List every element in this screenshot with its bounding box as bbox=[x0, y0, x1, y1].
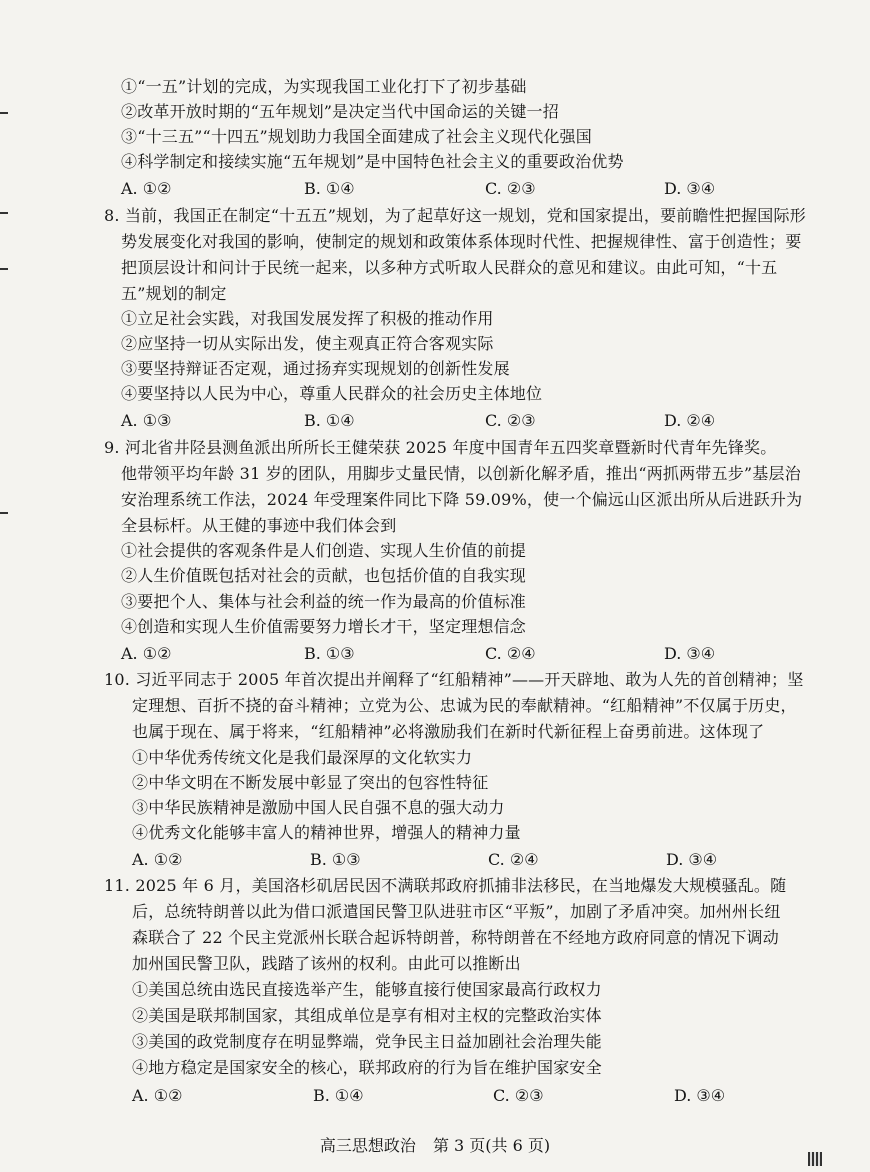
q7-statement: ①“一五”计划的完成，为实现我国工业化打下了初步基础 bbox=[121, 77, 527, 96]
q8-statement: ④要坚持以人民为中心，尊重人民群众的社会历史主体地位 bbox=[121, 384, 543, 403]
q8-stem-line: 把顶层设计和问计于民统一起来，以多种方式听取人民群众的意见和建议。由此可知，“十五 bbox=[121, 258, 778, 277]
q7-statement: ④科学制定和接续实施“五年规划”是中国特色社会主义的重要政治优势 bbox=[121, 152, 624, 171]
q8-option-b: B. ①④ bbox=[304, 411, 355, 430]
q11-statement: ④地方稳定是国家安全的核心，联邦政府的行为旨在维护国家安全 bbox=[132, 1058, 602, 1077]
q10-statement: ③中华民族精神是激励中国人民自强不息的强大动力 bbox=[132, 798, 505, 817]
q9-statement: ④创造和实现人生价值需要努力增长才干，坚定理想信念 bbox=[121, 617, 527, 636]
q10-option-c: C. ②④ bbox=[488, 850, 539, 869]
q7-option-a: A. ①② bbox=[121, 179, 172, 198]
q9-statement: ②人生价值既包括对社会的贡献，也包括价值的自我实现 bbox=[121, 566, 527, 585]
q9-option-a: A. ①② bbox=[121, 644, 172, 663]
q7-option-d: D. ③④ bbox=[664, 179, 716, 198]
margin-mark bbox=[0, 512, 8, 514]
q8-stem-line: 8. 当前，我国正在制定“十五五”规划，为了起草好这一规划，党和国家提出，要前瞻性把握国际形 bbox=[104, 206, 806, 225]
margin-mark bbox=[0, 112, 8, 114]
q7-statement: ③“十三五”“十四五”规划助力我国全面建成了社会主义现代化强国 bbox=[121, 127, 592, 146]
q10-option-b: B. ①③ bbox=[310, 850, 361, 869]
q9-stem-line: 9. 河北省井陉县测鱼派出所所长王健荣获 2025 年度中国青年五四奖章暨新时代青年先锋奖。 bbox=[104, 438, 777, 457]
q11-statement: ①美国总统由选民直接选举产生，能够直接行使国家最高行政权力 bbox=[132, 980, 602, 999]
q8-statement: ③要坚持辩证否定观，通过扬弃实现规划的创新性发展 bbox=[121, 359, 510, 378]
q10-option-a: A. ①② bbox=[132, 850, 183, 869]
q11-option-a: A. ①② bbox=[132, 1086, 183, 1105]
q11-statement: ②美国是联邦制国家，其组成单位是享有相对主权的完整政治实体 bbox=[132, 1006, 602, 1025]
q7-option-b: B. ①④ bbox=[304, 179, 355, 198]
q8-statement: ②应坚持一切从实际出发，使主观真正符合客观实际 bbox=[121, 334, 494, 353]
q10-statement: ①中华优秀传统文化是我们最深厚的文化软实力 bbox=[132, 748, 473, 767]
margin-mark bbox=[0, 212, 8, 214]
footer-subject: 高三思想政治 bbox=[319, 1136, 416, 1155]
q9-option-b: B. ①③ bbox=[304, 644, 355, 663]
footer-page-number: 第 3 页(共 6 页) bbox=[432, 1136, 551, 1155]
q11-option-b: B. ①④ bbox=[313, 1086, 364, 1105]
q11-stem-line: 后，总统特朗普以此为借口派遣国民警卫队进驻市区“平叛”，加剧了矛盾冲突。加州州长纽 bbox=[132, 902, 781, 921]
q11-option-d: D. ③④ bbox=[674, 1086, 726, 1105]
q9-stem-line: 全县标杆。从王健的事迹中我们体会到 bbox=[121, 516, 397, 535]
q8-option-d: D. ②④ bbox=[664, 411, 716, 430]
q9-statement: ①社会提供的客观条件是人们创造、实现人生价值的前提 bbox=[121, 541, 527, 560]
q8-statement: ①立足社会实践，对我国发展发挥了积极的推动作用 bbox=[121, 309, 494, 328]
q11-stem-line: 11. 2025 年 6 月，美国洛杉矶居民因不满联邦政府抓捕非法移民，在当地爆发大规模骚乱。随 bbox=[104, 876, 787, 895]
q9-statement: ③要把个人、集体与社会利益的统一作为最高的价值标准 bbox=[121, 592, 527, 611]
q11-statement: ③美国的政党制度存在明显弊端，党争民主日益加剧社会治理失能 bbox=[132, 1032, 602, 1051]
q9-stem-line: 安治理系统工作法，2024 年受理案件同比下降 59.09%，使一个偏远山区派出所从后进跃升为 bbox=[121, 490, 803, 509]
q10-option-d: D. ③④ bbox=[666, 850, 718, 869]
q10-stem-line: 10. 习近平同志于 2005 年首次提出并阐释了“红船精神”——开天辟地、敢为人先的首创精神；坚 bbox=[104, 670, 804, 689]
q8-option-a: A. ①③ bbox=[121, 411, 172, 430]
q8-stem-line: 势发展变化对我国的影响，使制定的规划和政策体系体现时代性、把握规律性、富于创造性；要 bbox=[121, 232, 802, 251]
page-footer bbox=[0, 1136, 870, 1156]
q10-stem-line: 也属于现在、属于将来，“红船精神”必将激励我们在新时代新征程上奋勇前进。这体现了 bbox=[132, 722, 765, 741]
q10-statement: ④优秀文化能够丰富人的精神世界，增强人的精神力量 bbox=[132, 823, 521, 842]
q9-option-d: D. ③④ bbox=[664, 644, 716, 663]
qr-code-icon bbox=[808, 1152, 822, 1166]
q9-stem-line: 他带领平均年龄 31 岁的团队，用脚步丈量民情，以创新化解矛盾，推出“两抓两带五步”基层治 bbox=[121, 464, 801, 483]
q7-option-c: C. ②③ bbox=[485, 179, 536, 198]
q7-statement: ②改革开放时期的“五年规划”是决定当代中国命运的关键一招 bbox=[121, 102, 559, 121]
q11-option-c: C. ②③ bbox=[493, 1086, 544, 1105]
q8-stem-line: 五”规划的制定 bbox=[121, 284, 227, 303]
q10-statement: ②中华文明在不断发展中彰显了突出的包容性特征 bbox=[132, 773, 489, 792]
margin-mark bbox=[0, 268, 8, 270]
q9-option-c: C. ②④ bbox=[485, 644, 536, 663]
q11-stem-line: 加州国民警卫队，践踏了该州的权利。由此可以推断出 bbox=[132, 954, 521, 973]
q11-stem-line: 森联合了 22 个民主党派州长联合起诉特朗普，称特朗普在不经地方政府同意的情况下调动 bbox=[132, 928, 779, 947]
q10-stem-line: 定理想、百折不挠的奋斗精神；立党为公、忠诚为民的奉献精神。“红船精神”不仅属于历史， bbox=[132, 696, 797, 715]
q8-option-c: C. ②③ bbox=[485, 411, 536, 430]
